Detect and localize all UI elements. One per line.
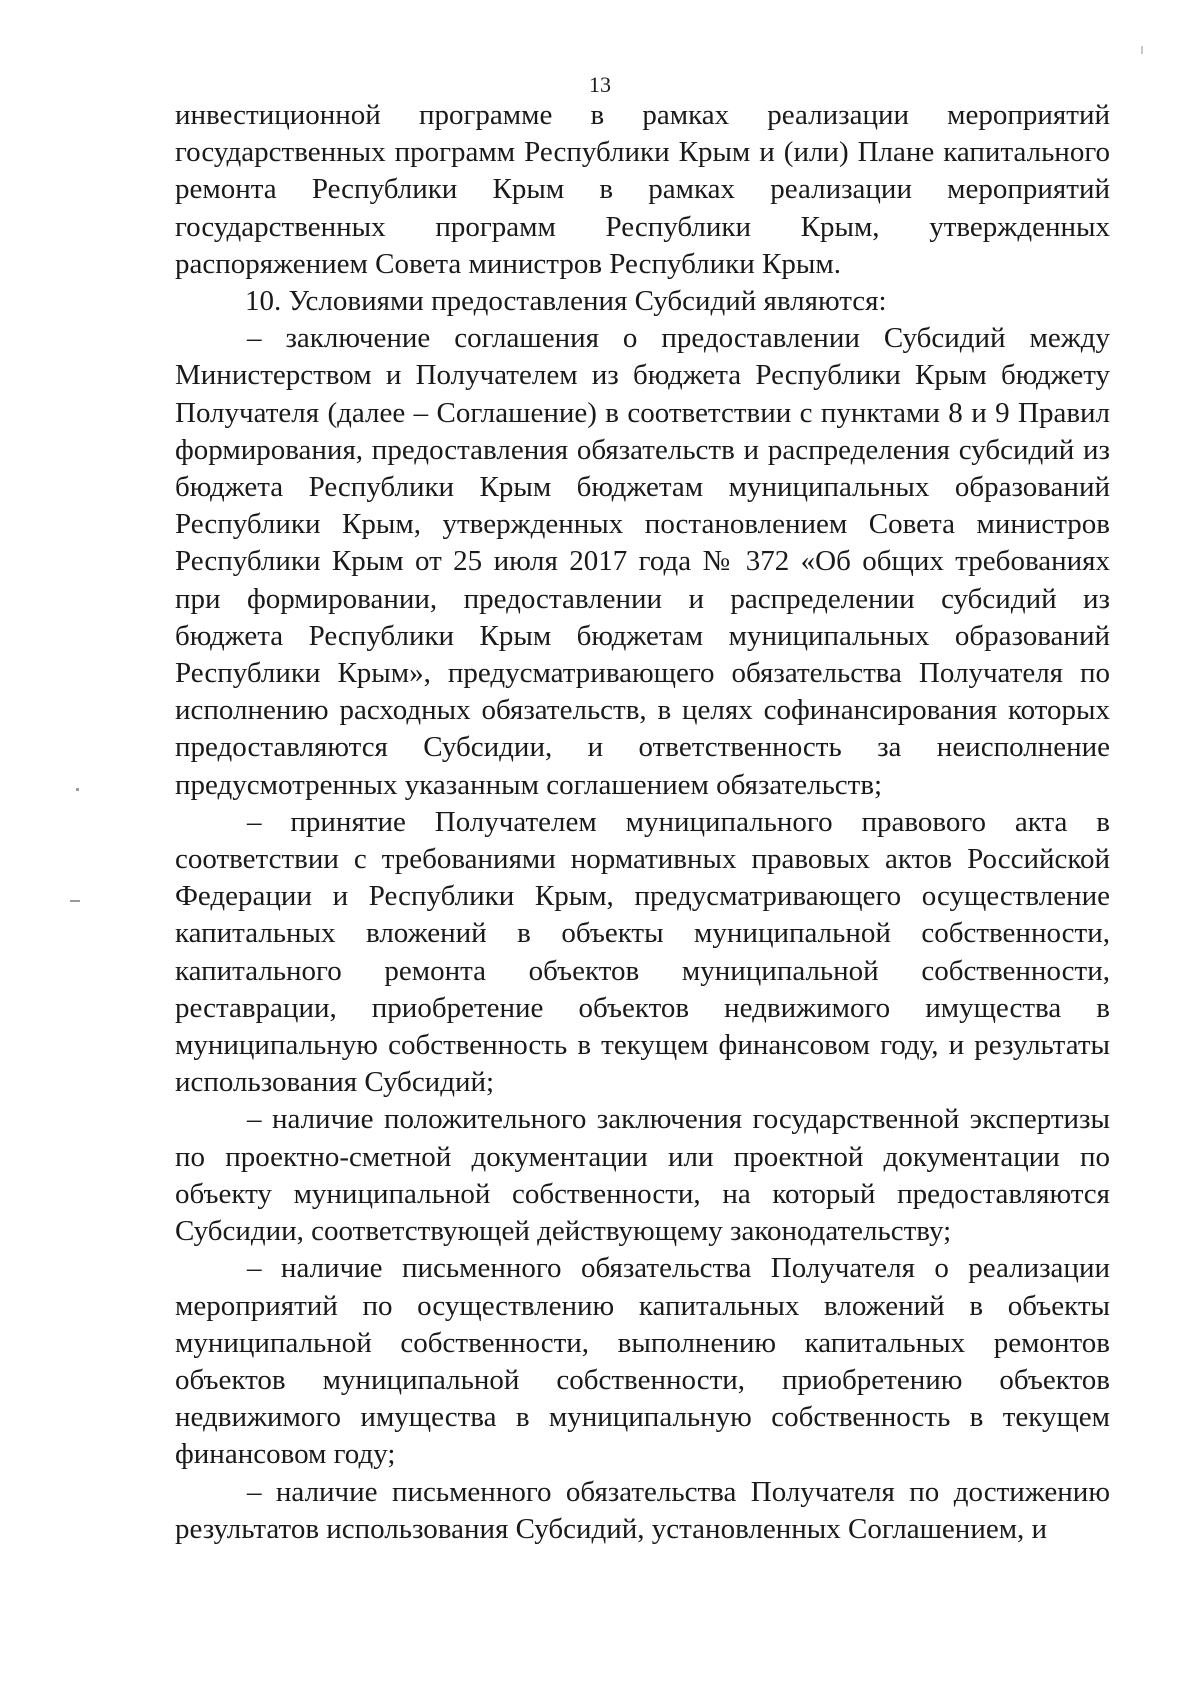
list-item-expertise: – наличие положительного заключения государственной экспертизы по проектно-сметной документации или проектной документации по объекту муниципальной собственности, на который предоставляются Субсидии, соответствующей действующему законодательству; — [175, 1103, 1110, 1248]
list-item-obligation-implementation: – наличие письменного обязательства Получателя о реализации мероприятий по осуществлению капитальных вложений в объекты муниципальной собственности, выполнению капитальных ремонтов объектов муниципальной собственности, приобретению объектов недвижимого имущества в муниципальную собственность в текущем финансовом году; — [175, 1252, 1110, 1471]
page-number: 13 — [589, 72, 611, 97]
paragraph-conditions-heading: 10. Условиями предоставления Субсидий являются: — [245, 285, 887, 318]
document-body — [175, 97, 1110, 1548]
paragraph-continuation: инвестиционной программе в рамках реализации мероприятий государственных программ Республики Крым и (или) Плане капитального ремонта Республики Крым в рамках реализации мероприятий государственных программ Республики Крым, утвержденных распоряжением Совета министров Республики Крым. — [175, 99, 1110, 280]
list-item-legal-act: – принятие Получателем муниципального правового акта в соответствии с требованиями нормативных правовых актов Российской Федерации и Республики Крым, предусматривающего осуществление капитальных вложений в объекты муниципальной собственности, капитального ремонта объектов муниципальной собственности, реставрации, приобретение объектов недвижимого имущества в муниципальную собственность в текущем финансовом году, и результаты использования Субсидий; — [175, 805, 1110, 1099]
scan-speck — [70, 900, 80, 902]
scan-speck — [1141, 46, 1143, 54]
list-item-agreement: – заключение соглашения о предоставлении Субсидий между Министерством и Получателем из бюджета Республики Крым бюджету Получателя (далее – Соглашение) в соответствии с пунктами 8 и 9 Правил формирования, предоставления обязательств и распределения субсидий из бюджета Республики Крым бюджетам муниципальных образований Республики Крым, утвержденных постановлением Совета министров Республики Крым от 25 июля 2017 года № 372 «Об общих требованиях при формировании, предоставлении и распределении субсидий из бюджета Республики Крым бюджетам муниципальных образований Республики Крым», предусматривающего обязательства Получателя по исполнению расходных обязательств, в целях софинансирования которых предоставляются Субсидии, и ответственность за неисполнение предусмотренных указанным соглашением обязательств; — [175, 322, 1110, 801]
scan-speck — [76, 788, 79, 791]
list-item-obligation-results: – наличие письменного обязательства Получателя по достижению результатов использования Субсидий, установленных Соглашением, и — [175, 1475, 1110, 1545]
